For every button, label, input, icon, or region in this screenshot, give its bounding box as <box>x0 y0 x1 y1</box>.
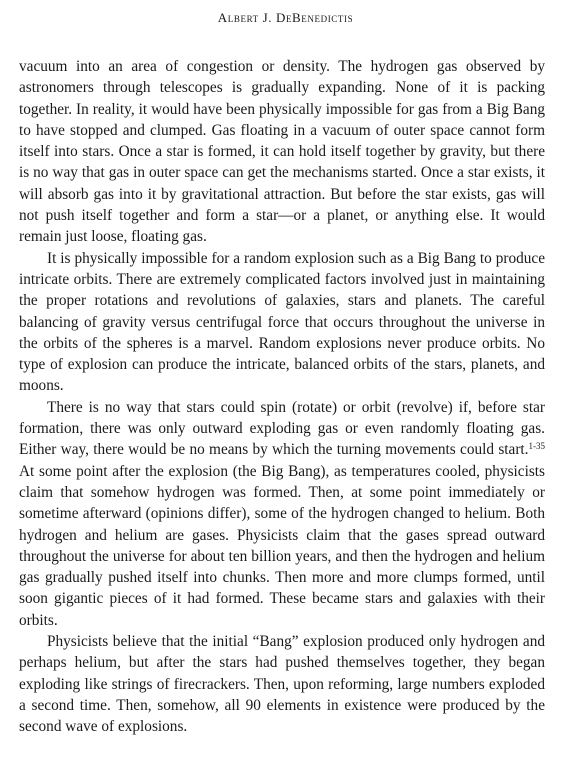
paragraph-3 <box>19 397 545 631</box>
paragraph-3-text-after-footnote: At some point after the explosion (the Big Bang), as temperatures cooled, physicists claim that somehow hydrogen was formed. Then, at some point immediately or sometime afterward (opinions differ), some of the hydrogen changed to helium. Both hydrogen and helium are gases. Physicists claim that the gases spread outward throughout the universe for about ten billion years, and then the hydrogen and helium gas gradually pushed itself into chunks. Then more and more clumps formed, until soon gigantic pieces of it had formed. These became stars and galaxies with their orbits. <box>19 462 545 629</box>
paragraph-3-text-before-footnote: There is no way that stars could spin (rotate) or orbit (revolve) if, before star formation, there was only outward exploding gas or even randomly floating gas. Either way, there would be no means by which the turning movements could start. <box>19 398 545 459</box>
running-header: Albert J. DeBenedictis <box>217 10 354 25</box>
paragraph-2: It is physically impossible for a random explosion such as a Big Bang to produce intricate orbits. There are extremely complicated factors involved just in maintaining the proper rotations and revolutions of galaxies, stars and planets. The careful balancing of gravity versus centrifugal force that occurs throughout the universe in the orbits of the spheres is a marvel. Random explosions never produce orbits. No type of explosion can produce the intricate, balanced orbits of the stars, planets, and moons. <box>19 249 545 395</box>
paragraph-1: vacuum into an area of congestion or density. The hydrogen gas observed by astronomers through telescopes is gradually expanding. None of it is packing together. In reality, it would have been physically impossible for gas from a Big Bang to have stopped and clumped. Gas floating in a vacuum of outer space cannot form itself into stars. Once a star is formed, it can hold itself together by gravity, but there is no way that gas in outer space can get the mechanisms started. Once a star exists, it will absorb gas into it by gravitational attraction. But before the star exists, gas will not push itself together and form a star—or a planet, or anything else. It would remain just loose, floating gas. <box>19 58 545 246</box>
paragraph-4: Physicists believe that the initial “Bang” explosion produced only hydrogen and perhaps helium, but after the stars had pushed themselves together, they began exploding like strings of firecrackers. Then, upon reforming, large numbers exploded a second time. Then, somehow, all 90 elements in existence were produced by the second wave of explosions. <box>19 633 545 736</box>
body-text <box>19 56 545 738</box>
footnote-reference: 1-35 <box>528 441 545 452</box>
